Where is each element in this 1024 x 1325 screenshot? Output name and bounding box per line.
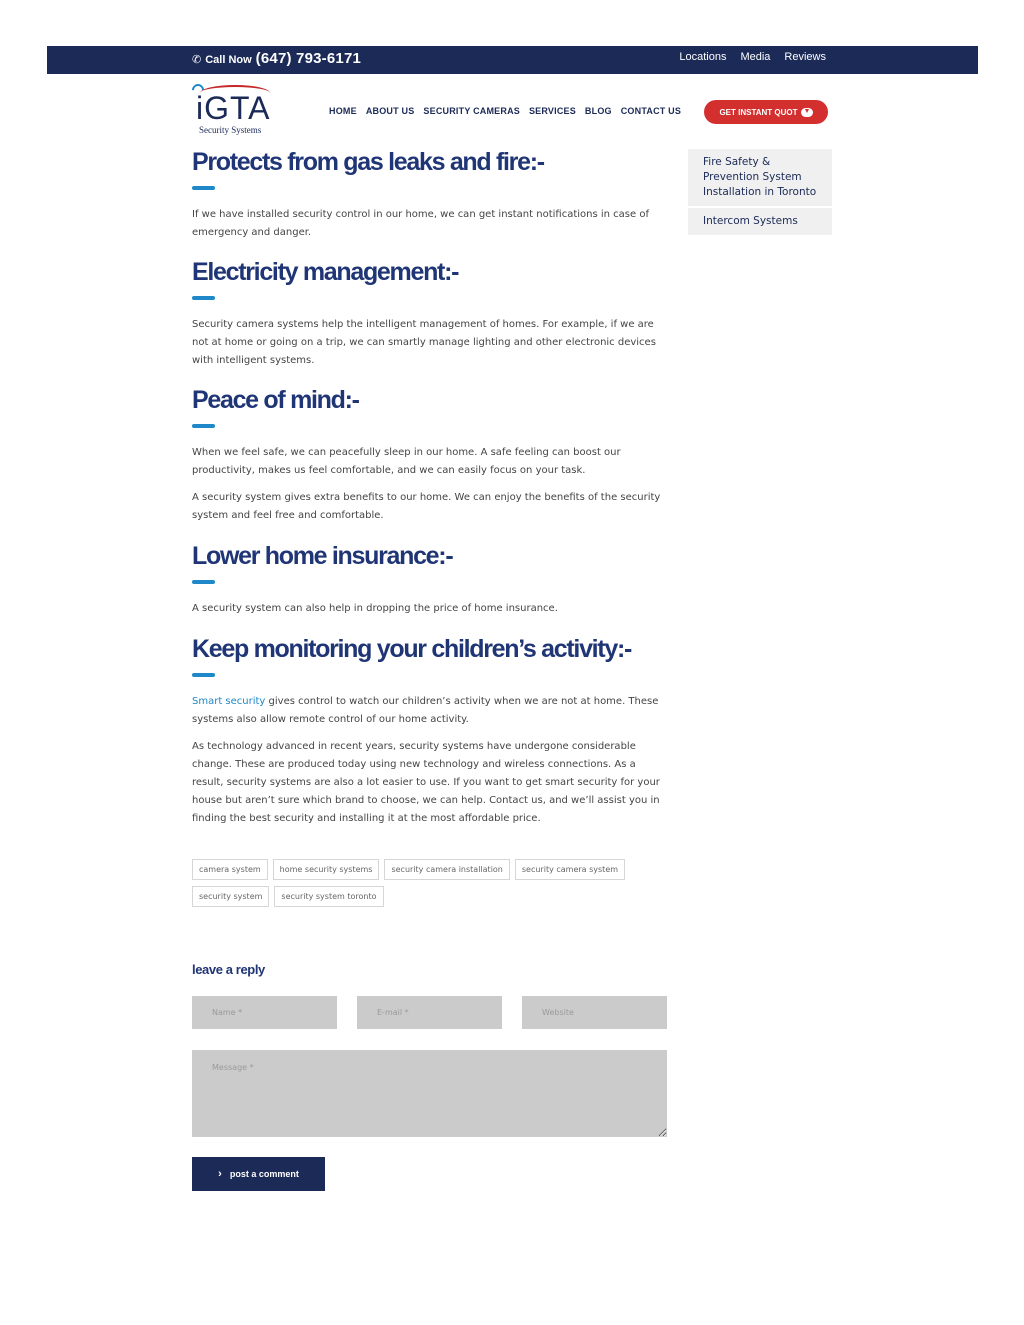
tag-list	[192, 859, 668, 907]
link-reviews[interactable]: Reviews	[784, 51, 826, 63]
nav-security-cameras[interactable]: SECURITY CAMERAS	[423, 106, 520, 116]
tag[interactable]: security camera installation	[384, 859, 509, 880]
chevron-right-icon: ›	[218, 1168, 222, 1180]
reply-title: leave a reply	[192, 962, 265, 977]
phone-number[interactable]: (647) 793-6171	[255, 50, 362, 67]
title-underline	[192, 580, 215, 584]
tag[interactable]: home security systems	[273, 859, 380, 880]
igta-logo[interactable]	[192, 82, 284, 136]
link-media[interactable]: Media	[740, 51, 771, 63]
tag[interactable]: camera system	[192, 859, 268, 880]
post-comment-button[interactable]	[192, 1157, 325, 1191]
section-paragraph: When we feel safe, we can peacefully sleep in our home. A safe feeling can boost our productivity, makes us feel comfortable, and we can easily focus on your task.	[192, 447, 621, 476]
tag[interactable]: security system	[192, 886, 269, 907]
call-now[interactable]	[192, 50, 361, 67]
nav-contact-us[interactable]: CONTACT US	[620, 106, 682, 116]
nav-home[interactable]: HOME	[329, 106, 357, 116]
logo-text: iGTA	[196, 90, 271, 126]
sidebar	[688, 149, 832, 235]
cloud-download-icon	[801, 108, 813, 117]
section-paragraph: If we have installed security control in our home, we can get instant notifications in case of emergency and danger.	[192, 209, 649, 238]
title-underline	[192, 424, 215, 428]
site-header	[192, 80, 832, 140]
nav-blog[interactable]: BLOG	[584, 106, 612, 116]
title-underline	[192, 186, 215, 190]
sidebar-item-fire-safety[interactable]: Fire Safety & Prevention System Installation in Toronto	[688, 149, 832, 206]
nav-services[interactable]: SERVICES	[528, 106, 576, 116]
section-paragraph: As technology advanced in recent years, security systems have undergone considerable change. These are produced today using new technology and wireless connections. As a result, security systems are also a lot easier to use. If you want to get smart security for your house but aren’t sure which brand to choose, we can help. Contact us, and we’ll assist you in finding the best security and installing it at the most affordable price.	[192, 741, 660, 824]
paragraph-text: gives control to watch our children’s activity when we are not at home. These systems also allow remote control of our home activity.	[192, 696, 659, 725]
section-paragraph: Security camera systems help the intelligent management of homes. For example, if we are not at home or going on a trip, we can smartly manage lighting and other electronic devices with intelligent systems.	[192, 319, 656, 366]
section-title: Protects from gas leaks and fire:-	[192, 148, 544, 176]
title-underline	[192, 296, 215, 300]
quote-label: GET INSTANT QUOT	[719, 107, 798, 117]
section-title: Lower home insurance:-	[192, 542, 453, 570]
nav-about-us[interactable]: ABOUT US	[365, 106, 415, 116]
tag[interactable]: security camera system	[515, 859, 625, 880]
sidebar-item-intercom[interactable]: Intercom Systems	[688, 208, 832, 235]
message-textarea[interactable]	[192, 1050, 667, 1137]
name-input[interactable]	[192, 996, 337, 1029]
email-input[interactable]	[357, 996, 502, 1029]
title-underline	[192, 673, 215, 677]
section-title: Electricity management:-	[192, 258, 459, 286]
top-bar	[47, 46, 978, 74]
section-paragraph: A security system gives extra benefits to our home. We can enjoy the benefits of the security system and feel free and comfortable.	[192, 492, 661, 521]
website-input[interactable]	[522, 996, 667, 1029]
main-nav	[329, 106, 681, 116]
section-paragraph: A security system can also help in dropping the price of home insurance.	[192, 603, 558, 614]
tag[interactable]: security system toronto	[274, 886, 383, 907]
call-now-label: Call Now	[205, 54, 252, 66]
phone-icon: ✆	[192, 54, 202, 66]
get-instant-quote-button[interactable]	[704, 100, 828, 124]
section-title: Peace of mind:-	[192, 386, 359, 414]
top-links	[679, 51, 826, 63]
section-paragraph	[192, 693, 668, 729]
post-comment-label: post a comment	[229, 1169, 299, 1179]
smart-security-link[interactable]: Smart security	[192, 696, 266, 707]
section-title: Keep monitoring your children’s activity:-	[192, 635, 631, 663]
link-locations[interactable]: Locations	[679, 51, 727, 63]
logo-subtitle: Security Systems	[199, 125, 262, 135]
